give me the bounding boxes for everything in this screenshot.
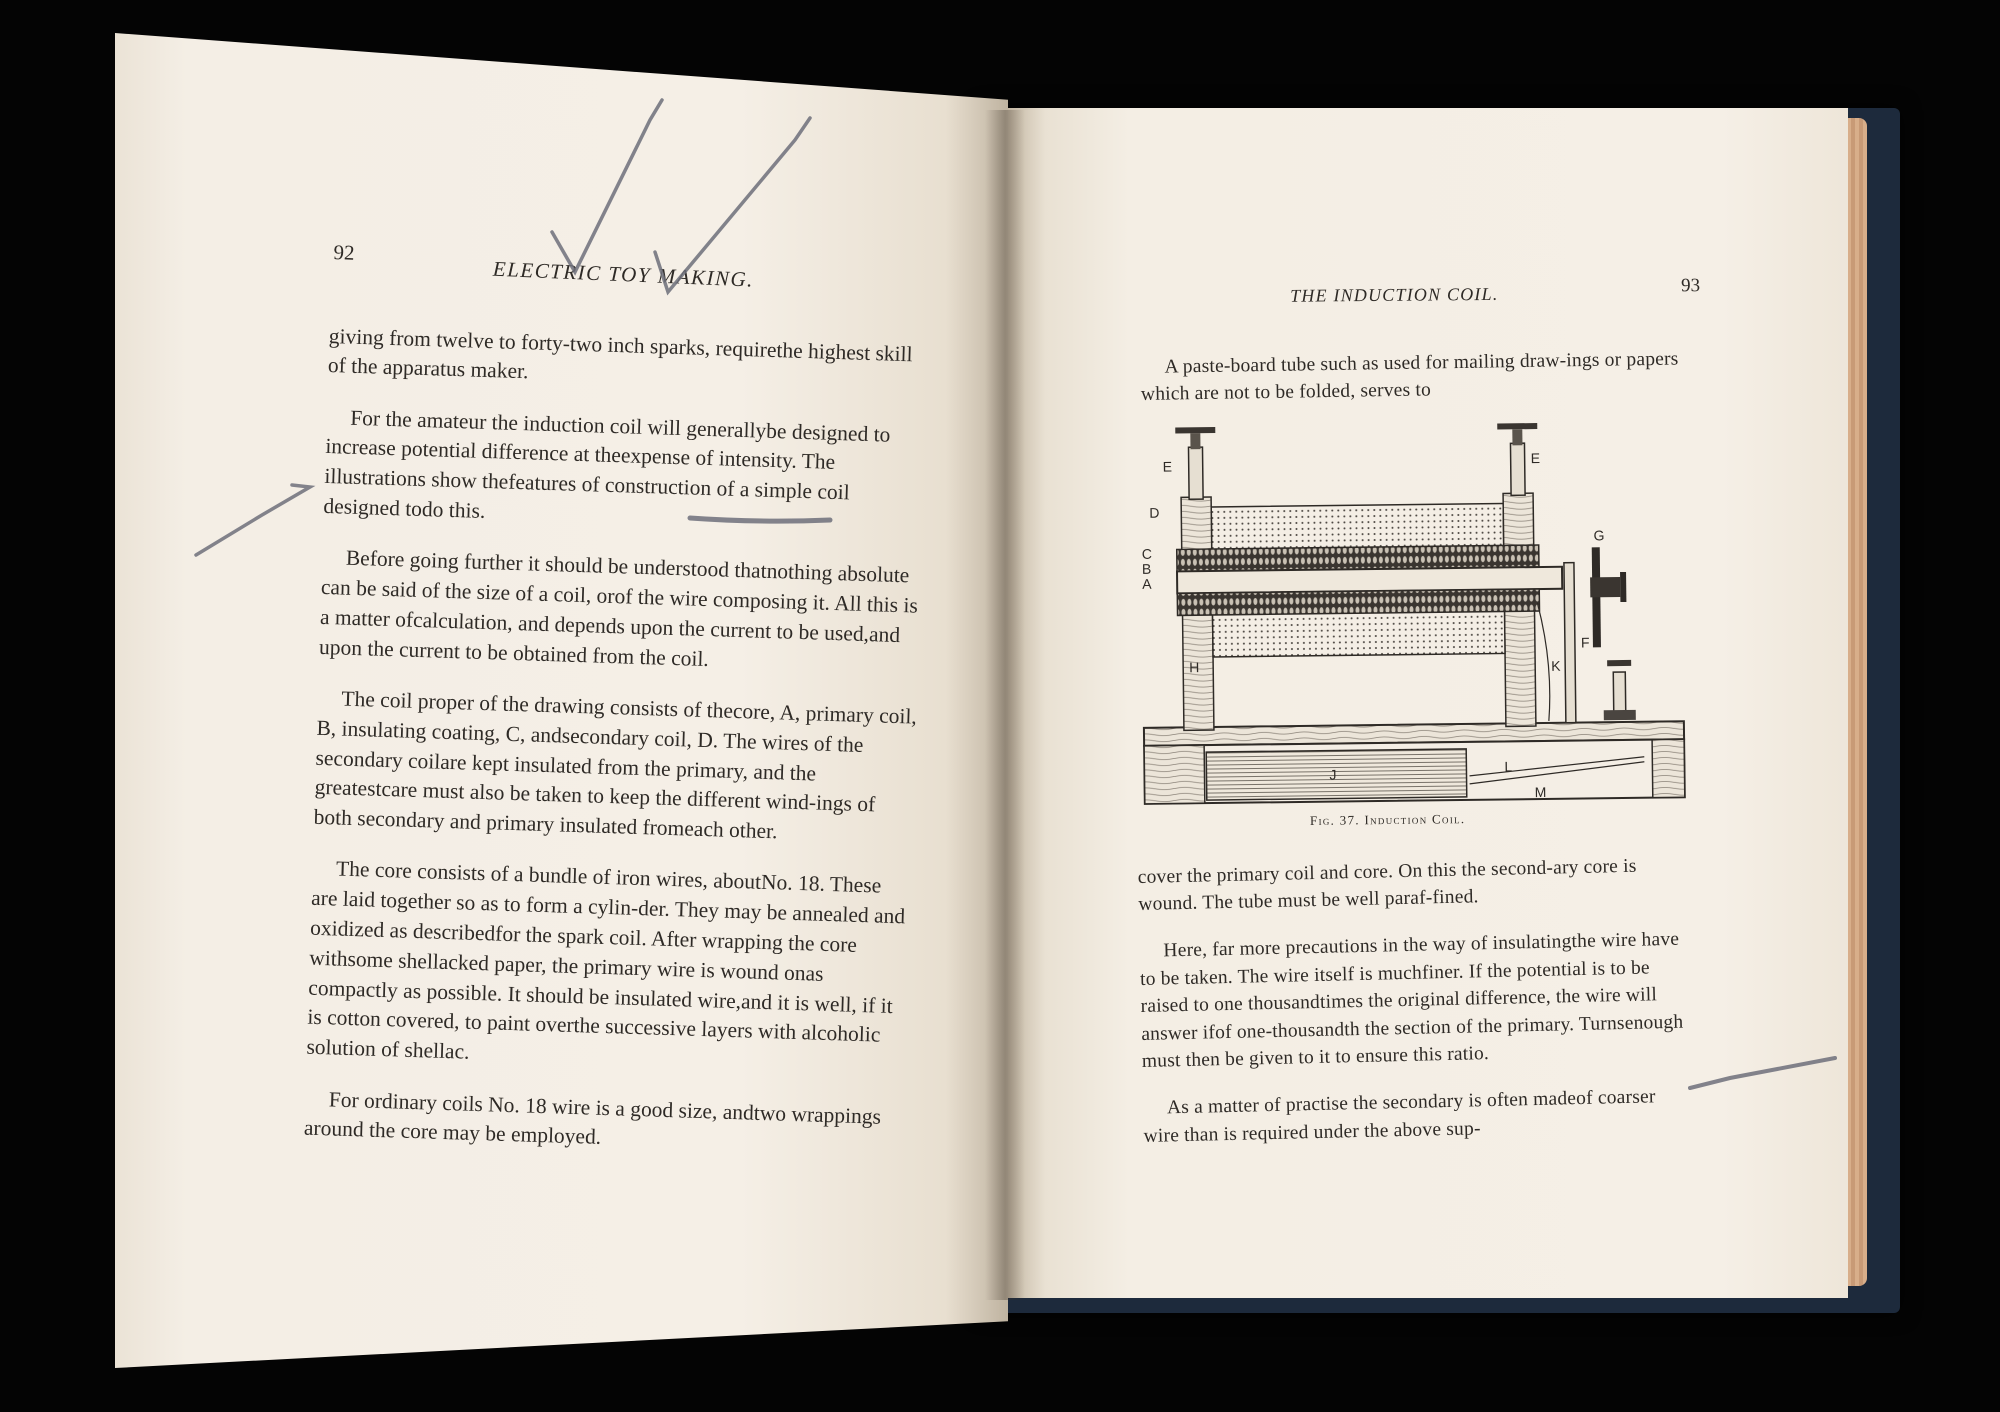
label-c: C xyxy=(1141,545,1153,562)
label-l: L xyxy=(1504,758,1513,775)
text-line: nothing absolute can be said of the size of a coil, or xyxy=(320,559,910,609)
paragraph xyxy=(303,1084,905,1162)
text-line: der. They may be annealed and oxidized as described xyxy=(309,896,906,946)
text-line: care must also be taken to keep the different wind- xyxy=(381,777,817,815)
page-number-left: 92 xyxy=(332,240,355,265)
label-h: H xyxy=(1189,659,1200,676)
text-line: Here, far more precautions in the way of insulating xyxy=(1163,931,1572,962)
label-j: J xyxy=(1329,766,1337,783)
text-line: The core consists of a bundle of iron wires, about xyxy=(335,856,762,895)
text-line: be designed to increase potential difference at the xyxy=(325,418,891,468)
label-f: F xyxy=(1580,634,1590,651)
text-line: fined. xyxy=(1432,886,1479,909)
text-line: are kept insulated from the primary, and the greatest xyxy=(314,749,817,802)
label-e-right: E xyxy=(1530,449,1541,467)
text-line: for the spark coil. After wrapping the core with xyxy=(308,921,858,971)
text-line: some shellacked paper, the primary wire is wound on xyxy=(347,946,806,986)
text-line: times the original difference, the wire will answer if xyxy=(1141,984,1658,1045)
text-line: Before going further it should be understood that xyxy=(345,545,768,584)
text-line: the wire have to be taken. The wire itself is much xyxy=(1139,928,1680,990)
text-line: No. 18. These are laid together so as to form a cylin- xyxy=(310,870,882,921)
primary-coil-lower xyxy=(1177,589,1539,615)
text-line: each other. xyxy=(683,816,778,844)
text-line: and upon the current to be obtained from the coil. xyxy=(318,621,901,671)
text-line: ings of both secondary and primary insulated from xyxy=(313,790,876,841)
label-k: K xyxy=(1551,657,1561,674)
text-line: giving from twelve to forty-two inch sparks, require xyxy=(328,323,777,362)
text-line: cover the primary coil and core. On this the second- xyxy=(1137,857,1554,888)
text-line: expense of intensity. The illustrations show the xyxy=(324,443,836,494)
text-line: calculation, and depends upon the current to be used, xyxy=(412,607,870,646)
right-page-bottom-text xyxy=(1137,832,1687,1170)
induction-coil-figure xyxy=(1130,401,1695,808)
text-line: ary core is wound. The tube must be well paraf- xyxy=(1138,855,1637,915)
paragraph xyxy=(319,543,922,681)
paragraph xyxy=(313,684,917,852)
text-line: finer. If the potential is to be raised to one thousand xyxy=(1140,956,1650,1017)
figure-caption: Fig. 37. Induction Coil. xyxy=(1309,811,1466,828)
text-line: ings or papers which are not to be folded, serves to xyxy=(1140,348,1679,405)
text-line: of coarser wire than is required under the above sup- xyxy=(1143,1086,1656,1147)
paragraph xyxy=(1140,345,1681,407)
text-line: of the wire composing it. All this is a matter of xyxy=(319,584,919,632)
label-m: M xyxy=(1534,783,1547,801)
text-line: features of construction of a simple coil designed to xyxy=(323,469,851,521)
paragraph xyxy=(327,321,929,399)
text-line: secondary coil, D. The wires of the secondary coil xyxy=(315,723,864,774)
label-a: A xyxy=(1142,575,1152,592)
text-line: of one-thousandth the section of the primary. Turns xyxy=(1214,1012,1625,1043)
text-line: The coil proper of the drawing consists of the xyxy=(341,686,734,723)
text-line: do this. xyxy=(421,496,486,523)
text-line: core, A, primary coil, B, insulating coating, C, and xyxy=(316,698,918,748)
running-head-left: ELECTRIC TOY MAKING. xyxy=(492,256,755,292)
text-line: For ordinary coils No. 18 wire is a good size, and xyxy=(328,1086,755,1125)
text-line: the successive layers with alcoholic solution of shellac. xyxy=(306,1013,881,1064)
paragraph xyxy=(1137,851,1681,918)
text-line: As a matter of practise the secondary is often made xyxy=(1166,1088,1577,1119)
text-line: For the amateur the induction coil will generally xyxy=(349,405,767,443)
running-head-right: THE INDUCTION COIL. xyxy=(1290,283,1499,306)
label-g: G xyxy=(1593,527,1605,544)
text-line: two wrappings around the core may be employed. xyxy=(303,1100,882,1150)
left-page-body xyxy=(303,300,930,1184)
paragraph xyxy=(306,854,912,1081)
text-line: enough must then be given to it to ensure this ratio. xyxy=(1141,1011,1684,1072)
text-line: A paste-board tube such as used for mailing draw- xyxy=(1164,349,1567,378)
paragraph xyxy=(323,403,926,541)
text-line: and it is well, if it is cotton covered, to paint over xyxy=(307,988,894,1038)
paragraph xyxy=(1143,1083,1687,1150)
page-number-right: 93 xyxy=(1680,275,1701,297)
text-line: the highest skill of the apparatus maker. xyxy=(327,337,913,384)
book-gutter xyxy=(985,110,1025,1300)
paragraph xyxy=(1139,926,1685,1076)
text-line: as compactly as possible. It should be insulated wire, xyxy=(308,961,824,1013)
label-e-left: E xyxy=(1162,458,1173,475)
label-d: D xyxy=(1149,504,1160,521)
label-b: B xyxy=(1141,560,1152,577)
